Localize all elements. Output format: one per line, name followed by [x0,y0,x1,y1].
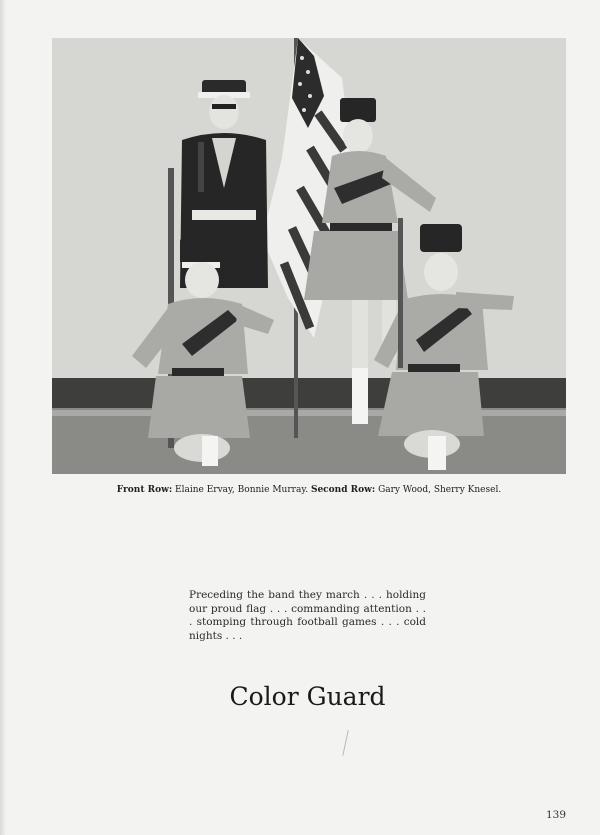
page-number: 139 [545,809,566,821]
pencil-mark [342,730,348,756]
second-row-label: Second Row: [310,485,376,495]
front-row-label: Front Row: [116,485,173,495]
color-guard-photo [52,38,566,474]
floor [52,408,566,474]
photo-caption [52,484,566,496]
page-title: Color Guard [229,682,386,711]
page-binding-edge [0,0,6,835]
description-paragraph: Preceding the band they march . . . holding our proud flag . . . commanding attention . . . stomping through football games . . . cold nights . . . [189,589,426,642]
second-row-names: Gary Wood, Sherry Knesel. [378,485,502,495]
front-row-names: Elaine Ervay, Bonnie Murray. [175,485,309,495]
baseboard [52,378,566,408]
photo-illustration [52,38,566,474]
